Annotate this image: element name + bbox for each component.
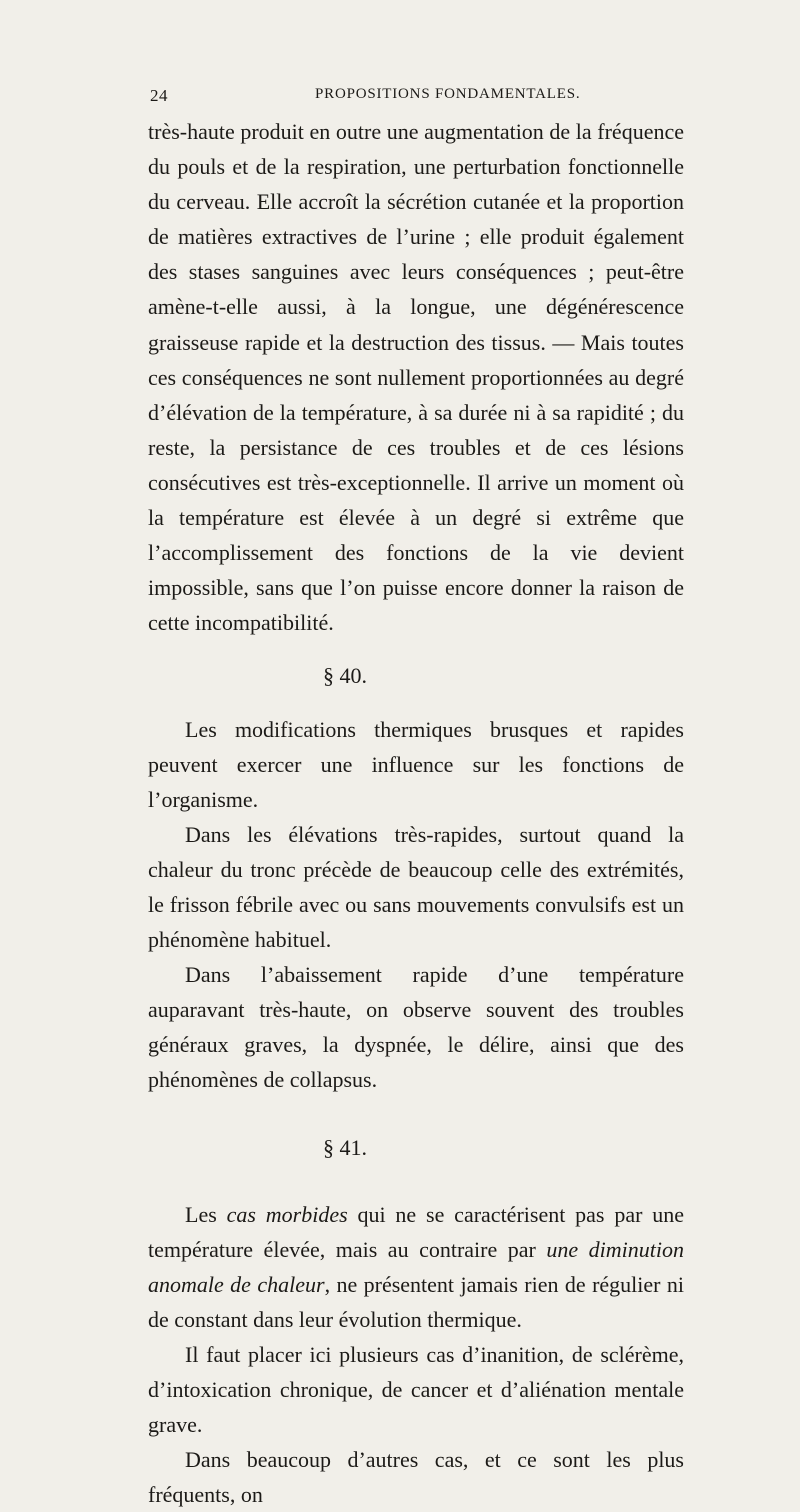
section-heading-40: § 40. <box>323 663 367 689</box>
paragraph <box>148 1197 684 1337</box>
running-head <box>150 86 710 110</box>
paragraph: Les modifications thermiques brusques et rapides peuvent exercer une influence sur les fonctions de l’organisme. <box>148 716 684 812</box>
paragraph-continued: très-haute produit en outre une augmentation de la fréquence du pouls et de la respiration, une perturbation fonctionnelle du cerveau. Elle accroît la sécrétion cutanée et la proportion de matières extractives de l’urine ; elle produit également des stases sanguines avec leurs conséquences ; peut-être amène-t-elle aussi, à la longue, une dégénérescence graisseuse rapide et la destruction des tissus. — Mais toutes ces conséquences ne sont nullement proportionnées au degré d’élévation de la température, à sa durée ni à sa rapidité ; du reste, la persistance de ces troubles et de ces lésions consécutives est très-exceptionnelle. Il arrive un moment où la température est élevée à un degré si extrême que l’accomplissement des fonctions de la vie devient impossible, sans que l’on puisse encore donner la raison de cette incompatibilité. <box>148 119 684 636</box>
paragraph: Dans l’abaissement rapide d’une température auparavant très-haute, on observe souvent des troubles généraux graves, la dyspnée, le délire, ainsi que des phénomènes de collapsus. <box>148 962 684 1093</box>
spacer <box>148 640 684 658</box>
paragraph: Il faut placer ici plusieurs cas d’inanition, de sclérème, d’intoxication chronique, de cancer et d’aliénation mentale grave. <box>148 1342 684 1438</box>
text-run: qui ne se caractérisent pas par une température élevée, mais au contraire par <box>148 1201 685 1262</box>
running-title: PROPOSITIONS FONDAMENTALES. <box>315 86 581 102</box>
section-heading-41: § 41. <box>323 1134 367 1160</box>
text-run: Les <box>185 1201 227 1227</box>
spacer <box>148 1165 684 1197</box>
paragraph: Dans les élévations très-rapides, surtout quand la chaleur du tronc précède de beaucoup celle des extrémités, le frisson fébrile avec ou sans mouvements convulsifs est un phénomène habituel. <box>148 821 684 953</box>
emphasis: une diminution anomale de chaleur <box>148 1236 685 1297</box>
text-run: , ne présentent jamais rien de régulier ni de constant dans leur évolution thermique. <box>148 1271 685 1332</box>
spacer <box>148 1098 684 1130</box>
spacer <box>148 694 684 712</box>
page-number: 24 <box>150 86 168 105</box>
paragraph: Dans beaucoup d’autres cas, et ce sont les plus fréquents, on <box>148 1447 684 1508</box>
body-text <box>148 114 684 1512</box>
emphasis: cas morbides <box>226 1201 348 1227</box>
